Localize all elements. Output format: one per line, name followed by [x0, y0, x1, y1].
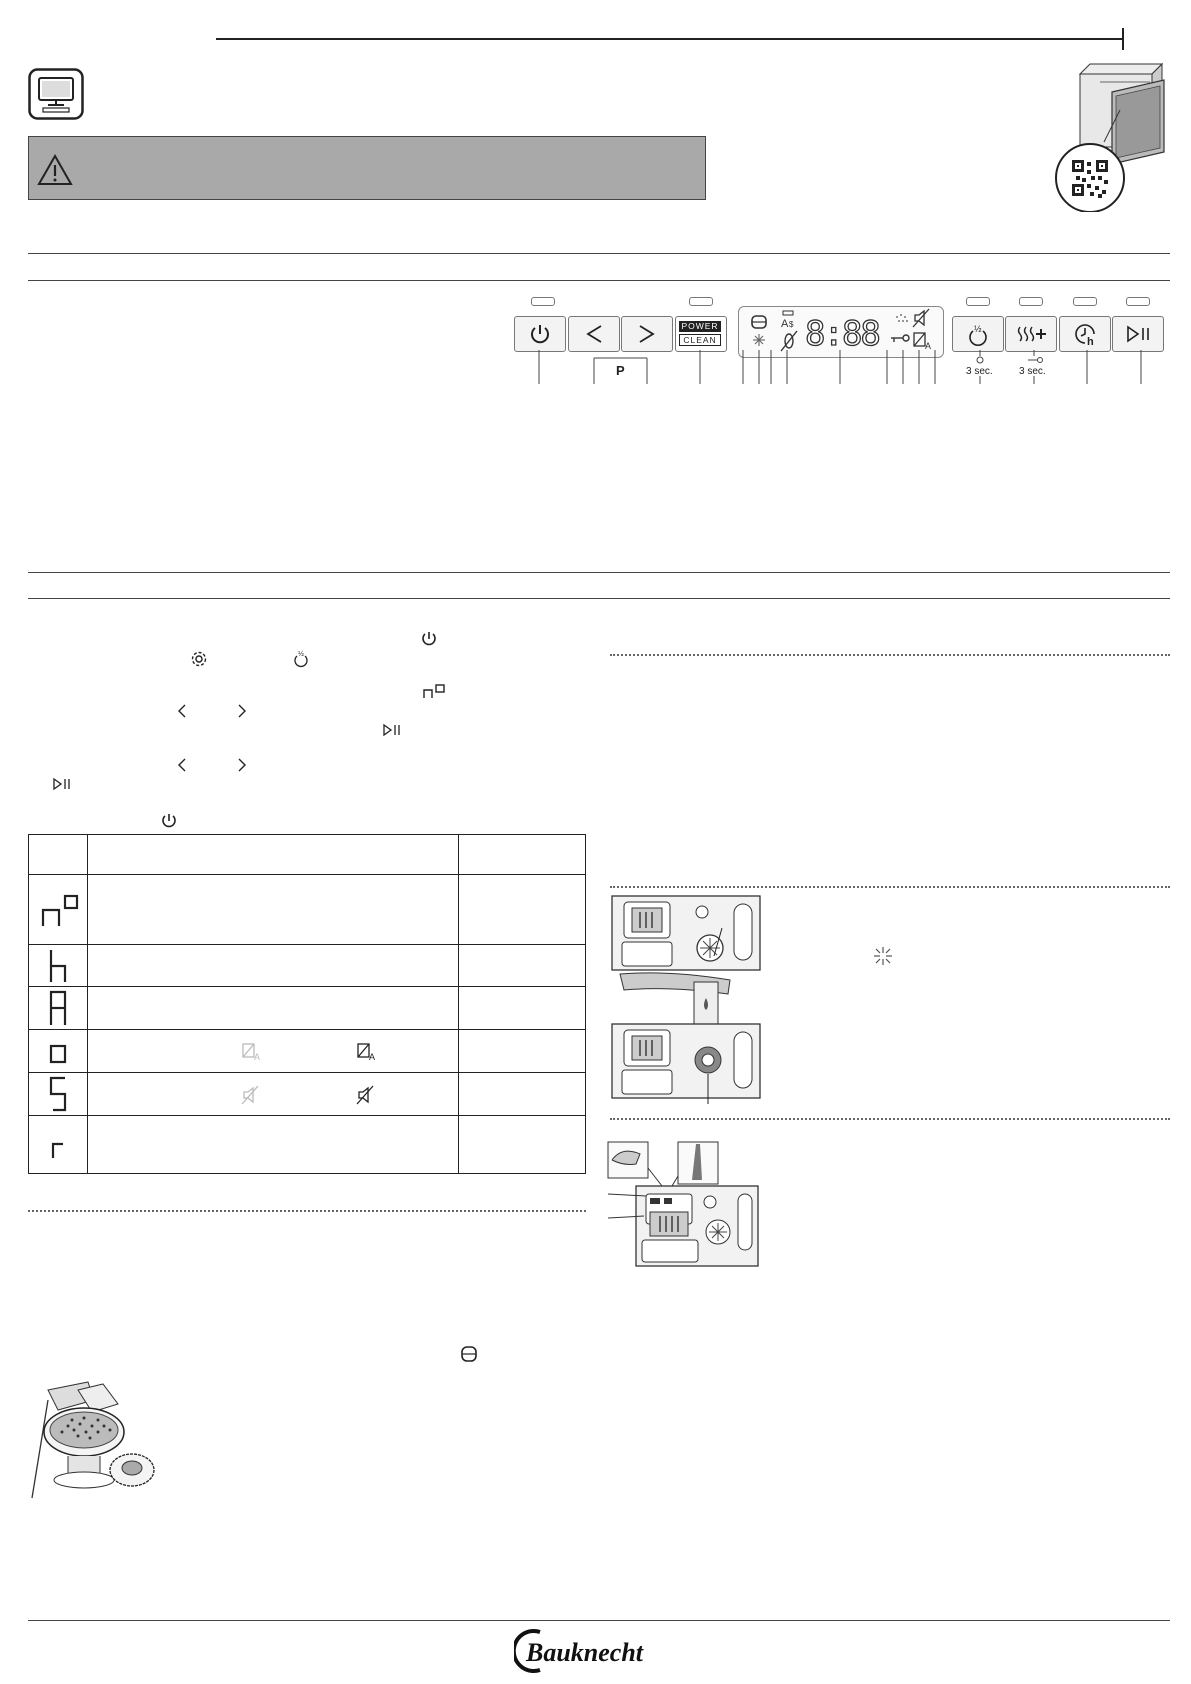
extra-dry-button[interactable]: [1005, 316, 1057, 352]
display-time: 8:88: [805, 314, 879, 354]
power-button[interactable]: [514, 316, 566, 352]
section-rule-4: [28, 598, 1170, 599]
chevron-left-icon: [583, 323, 605, 345]
half-load-button[interactable]: [952, 316, 1004, 352]
salt-refill-illustration: [28, 1380, 158, 1500]
power-icon-inline-2: [160, 812, 178, 830]
table-row: [29, 987, 586, 1030]
sound-off-icon: [913, 309, 929, 327]
svg-text:½: ½: [298, 651, 304, 658]
rinse-aid-dispenser-illustration: [610, 894, 762, 1106]
svg-text:A: A: [369, 1052, 376, 1062]
program-last-icon: [35, 892, 81, 928]
dotted-separator-right-3: [610, 1118, 1170, 1120]
rinse-off-icon: [781, 331, 797, 351]
program-next-button[interactable]: [621, 316, 673, 352]
sound-digit-icon: [43, 1075, 73, 1113]
warning-bar: [28, 136, 706, 200]
power-icon-inline: [420, 630, 438, 648]
hold-note-extra-dry: 3 sec.: [1019, 366, 1046, 377]
key-lock-icon: [891, 335, 909, 342]
dishwasher-qr-illustration: [1040, 52, 1170, 212]
clean-label: CLEAN: [679, 334, 721, 346]
options-table: [28, 834, 586, 1174]
chevron-right-icon-inline-2: [236, 757, 248, 773]
chevron-left-icon-inline-2: [176, 757, 188, 773]
led-halfload: [966, 297, 990, 306]
dotted-separator-right-2: [610, 886, 1170, 888]
section-rule-3: [28, 572, 1170, 573]
dotted-separator-right-1: [610, 654, 1170, 656]
program-label: P: [616, 363, 625, 378]
play-pause-icon: [1126, 325, 1152, 343]
sound-off-icon-dark: [356, 1085, 376, 1105]
reset-digit-icon: [43, 1130, 73, 1160]
clock-icon: [1072, 321, 1098, 347]
detergent-dispenser-illustration: [606, 1140, 762, 1276]
led-power: [531, 297, 555, 306]
delay-start-button[interactable]: [1059, 316, 1111, 352]
program-last-icon-inline: [422, 684, 446, 700]
footer-rule: [28, 1620, 1170, 1621]
half-load-icon: [966, 321, 990, 347]
computer-icon: [28, 68, 84, 120]
power-icon: [528, 322, 552, 346]
play-pause-icon-inline: [382, 723, 404, 737]
sound-off-icon-grey: [241, 1085, 261, 1105]
table-row: [29, 1030, 586, 1073]
svg-text:A: A: [925, 341, 932, 351]
table-row: [29, 875, 586, 945]
top-rule: [216, 38, 1124, 40]
svg-text:$: $: [789, 320, 794, 329]
rinse-aid-indicator-icon: [753, 334, 765, 346]
table-row: [29, 1073, 586, 1116]
section-rule-2: [28, 280, 1170, 281]
svg-text:h: h: [1087, 336, 1094, 347]
top-rule-end: [1122, 28, 1124, 50]
program-prev-button[interactable]: [568, 316, 620, 352]
brand-name: Bauknecht: [526, 1638, 644, 1667]
panel-callouts: [500, 350, 1180, 386]
autodoor-off-icon: [241, 1042, 263, 1062]
chevron-right-icon-inline: [236, 703, 248, 719]
water-icon: [896, 314, 908, 322]
autodoor-on-icon: [356, 1042, 378, 1062]
play-pause-icon-inline-2: [52, 777, 74, 791]
power-clean-button[interactable]: [675, 316, 727, 352]
warning-icon: [37, 154, 73, 186]
chevron-right-icon: [636, 323, 658, 345]
extra-dry-icon: [1014, 323, 1048, 345]
half-load-icon-inline: [292, 648, 310, 668]
svg-text:A: A: [254, 1052, 261, 1062]
led-powerclean: [689, 297, 713, 306]
autodoor-icon: [914, 333, 931, 351]
start-pause-button[interactable]: [1112, 316, 1164, 352]
power-label: POWER: [679, 321, 721, 332]
rinse-aid-icon-inline: [872, 945, 894, 967]
svg-text:A: A: [781, 318, 789, 330]
dotted-separator-left: [28, 1210, 586, 1212]
led-start: [1126, 297, 1150, 306]
hardness-icon: [43, 948, 73, 984]
table-row: [29, 945, 586, 987]
gear-icon-inline: [190, 650, 208, 668]
brand-logo: [514, 1628, 684, 1674]
rinse-aid-digit-icon: [43, 1036, 73, 1066]
table-row: [29, 1116, 586, 1174]
led-extradry: [1019, 297, 1043, 306]
autodoor-indicator-icon: [781, 311, 794, 330]
led-delay: [1073, 297, 1097, 306]
salt-icon: [752, 316, 766, 328]
svg-text:½: ½: [974, 324, 982, 334]
hold-note-half-load: 3 sec.: [966, 366, 993, 377]
section-rule-1: [28, 253, 1170, 254]
chevron-left-icon-inline: [176, 703, 188, 719]
salt-icon-inline: [460, 1345, 478, 1363]
autodoor-digit-icon: [43, 989, 73, 1027]
